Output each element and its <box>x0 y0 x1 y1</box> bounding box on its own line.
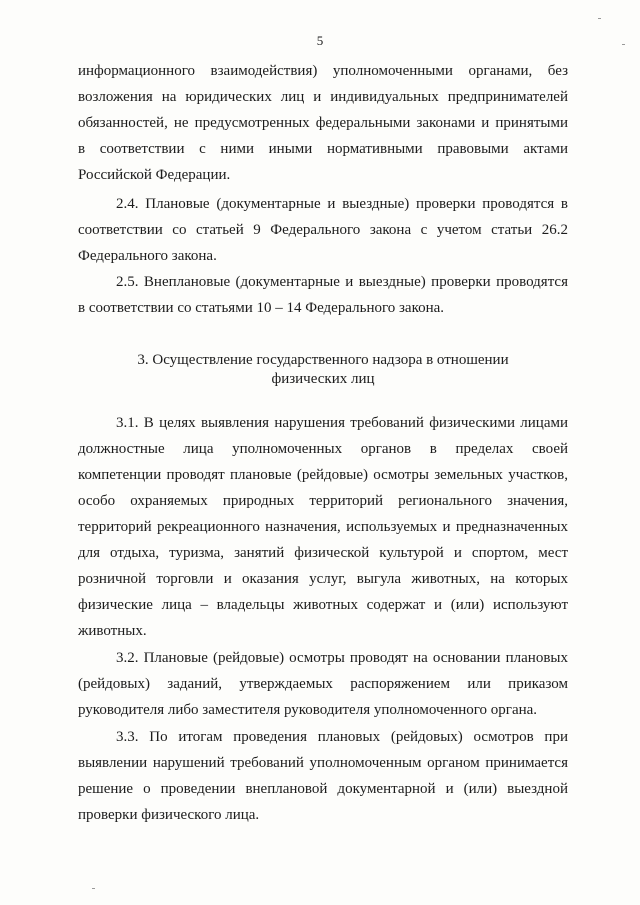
text-line: животных. <box>78 623 147 639</box>
scan-speck <box>598 18 601 19</box>
text-line: компетенции проводят плановые (рейдовые) осмотры земельных участков, <box>78 467 568 483</box>
text-line: для отдыха, туризма, занятий физической культурой и спортом, мест <box>78 545 568 561</box>
scan-speck <box>92 888 95 889</box>
text-line: обязанностей, не предусмотренных федеральными законами и принятыми <box>78 115 568 131</box>
text-line: 3.3. По итогам проведения плановых (рейдовых) осмотров при <box>116 729 568 745</box>
text-line: информационного взаимодействия) уполномоченными органами, без <box>78 63 568 79</box>
page-number: 5 <box>316 33 324 48</box>
paragraph-continuation <box>78 58 568 188</box>
text-line: Федерального закона. <box>78 248 217 264</box>
text-line: Российской Федерации. <box>78 167 231 183</box>
text-line: должностные лица уполномоченных органов в пределах своей <box>78 441 568 457</box>
text-line: решение о проведении внеплановой документарной и (или) выездной <box>78 781 568 797</box>
heading-line: 3. Осуществление государственного надзора в отношении <box>137 352 509 368</box>
text-line: руководителя либо заместителя руководителя уполномоченного органа. <box>78 702 538 718</box>
paragraph-3-1 <box>78 410 568 644</box>
text-line: розничной торговли и оказания услуг, выгула животных, на которых <box>78 571 568 587</box>
text-line: 2.5. Внеплановые (документарные и выездные) проверки проводятся <box>116 274 568 290</box>
text-line: возложения на юридических лиц и индивидуальных предпринимателей <box>78 89 568 105</box>
text-line: (рейдовых) заданий, утверждаемых распоряжением или приказом <box>78 676 568 692</box>
paragraph-2-5 <box>78 269 568 321</box>
paragraph-3-3 <box>78 724 568 828</box>
scan-speck <box>622 44 625 45</box>
text-line: 2.4. Плановые (документарные и выездные) проверки проводятся в <box>116 196 568 212</box>
text-line: особо охраняемых природных территорий регионального значения, <box>78 493 568 509</box>
text-line: физические лица – владельцы животных содержат и (или) используют <box>78 597 568 613</box>
text-line: выявлении нарушений требований уполномоченным органом принимается <box>78 755 568 771</box>
paragraph-2-4 <box>78 191 568 269</box>
text-line: территорий рекреационного назначения, используемых и предназначенных <box>78 519 568 535</box>
text-line: проверки физического лица. <box>78 807 260 823</box>
text-line: в соответствии со статьями 10 – 14 Федерального закона. <box>78 300 445 316</box>
text-line: соответствии со статьей 9 Федерального закона с учетом статьи 26.2 <box>78 222 568 238</box>
heading-line: физических лиц <box>271 371 375 387</box>
text-line: 3.2. Плановые (рейдовые) осмотры проводят на основании плановых <box>116 650 568 666</box>
text-line: в соответствии с ними иными нормативными правовыми актами <box>78 141 568 157</box>
paragraph-3-2 <box>78 645 568 723</box>
section-heading <box>78 351 568 389</box>
text-line: 3.1. В целях выявления нарушения требований физическими лицами <box>116 415 568 431</box>
